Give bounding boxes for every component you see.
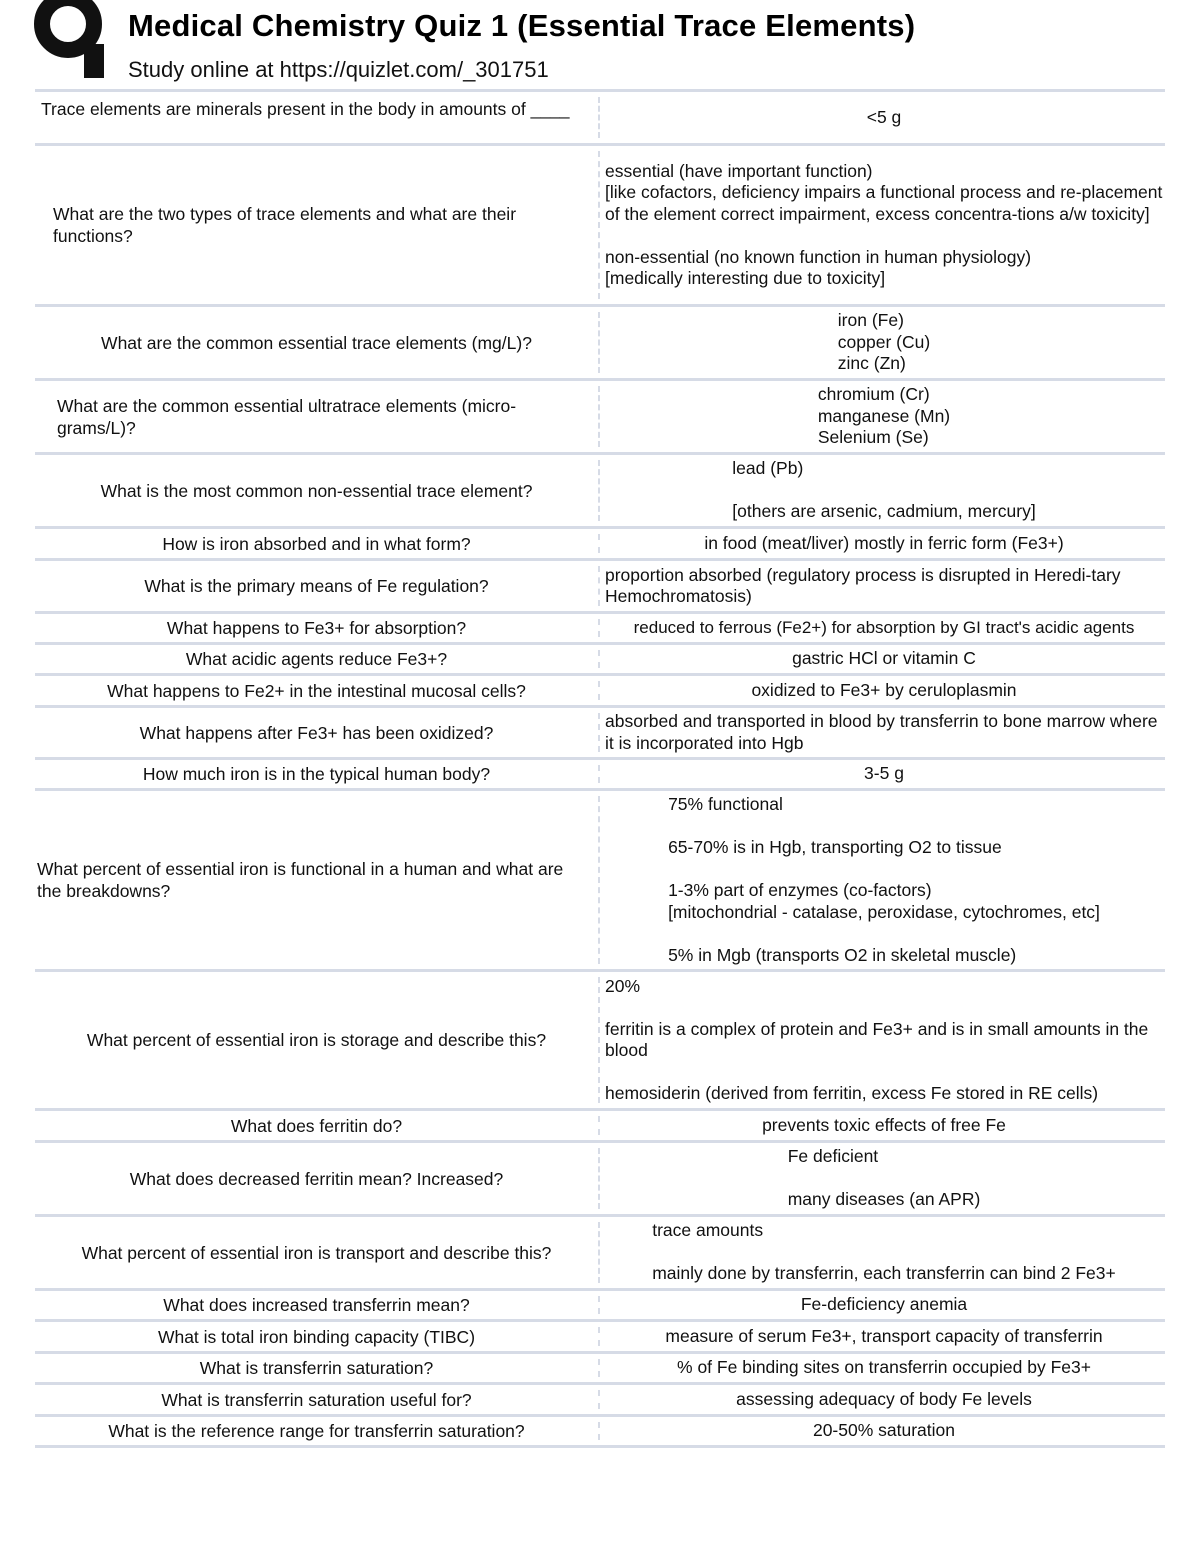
term-text: What does increased transferrin mean?: [163, 1295, 470, 1315]
flashcard-row: [35, 1288, 1165, 1319]
term-text: What is the most common non-essential trace element?: [100, 480, 533, 501]
flashcard-row: [35, 1414, 1165, 1448]
flashcard-row: [35, 1382, 1165, 1414]
definition-text: essential (have important function) [like cofactors, deficiency impairs a functional process and re-placement of the element correct impairment, excess concentra-tions a/w toxicity] non-essential (no known function in human physiology) [medically interesting due to toxicity]: [605, 160, 1163, 288]
definition-text: measure of serum Fe3+, transport capacity of transferrin: [665, 1325, 1103, 1346]
term-text: What percent of essential iron is transport and describe this?: [81, 1242, 552, 1263]
flashcard-row: [35, 558, 1165, 611]
definition-text: in food (meat/liver) mostly in ferric form (Fe3+): [704, 532, 1064, 553]
term-text: What happens to Fe2+ in the intestinal mucosal cells?: [107, 680, 526, 701]
flashcard-row: [35, 1140, 1165, 1214]
flashcard-row: [35, 526, 1165, 558]
flashcard-row: [35, 1214, 1165, 1288]
term-text: What happens to Fe3+ for absorption?: [166, 618, 467, 638]
definition-text: trace amounts mainly done by transferrin, each transferrin can bind 2 Fe3+: [652, 1220, 1116, 1284]
flashcard-row: [35, 1351, 1165, 1382]
flashcard-row: [35, 705, 1165, 757]
definition-text: Fe deficient many diseases (an APR): [787, 1146, 981, 1210]
definition-text: lead (Pb) [others are arsenic, cadmium, mercury]: [732, 458, 1036, 522]
flashcard-row: [35, 611, 1165, 642]
term-text: What is the primary means of Fe regulation?: [144, 576, 489, 596]
term-text: What are the two types of trace elements and what are their functions?: [53, 204, 517, 246]
flashcard-row: [35, 757, 1165, 788]
definition-text: 75% functional 65-70% is in Hgb, transporting O2 to tissue 1-3% part of enzymes (co-factors) [mitochondrial - catalase, peroxidase, cytochromes, etc] 5% in Mgb (transports O2 in skeletal muscle): [668, 794, 1100, 965]
term-text: Trace elements are minerals present in the body in amounts of ____: [41, 99, 570, 119]
quizlet-logo-icon: [34, 0, 106, 83]
definition-text: 20-50% saturation: [812, 1420, 956, 1441]
term-text: What is transferrin saturation?: [199, 1358, 434, 1378]
term-text: What are the common essential ultratrace elements (micro-grams/L)?: [57, 395, 517, 438]
flashcard-row: [35, 788, 1165, 969]
definition-text: assessing adequacy of body Fe levels: [736, 1388, 1032, 1409]
flashcard-row: [35, 89, 1165, 143]
flashcard-row: [35, 378, 1165, 452]
page-header: [0, 0, 1200, 90]
term-text: What is the reference range for transferrin saturation?: [108, 1421, 525, 1441]
flashcard-row: [35, 143, 1165, 304]
definition-text: iron (Fe) copper (Cu) zinc (Zn): [837, 310, 931, 374]
term-text: What does decreased ferritin mean? Increased?: [129, 1168, 504, 1189]
definition-text: <5 g: [866, 106, 902, 127]
definition-text: prevents toxic effects of free Fe: [762, 1114, 1006, 1135]
flashcard-row: [35, 969, 1165, 1108]
definition-text: oxidized to Fe3+ by ceruloplasmin: [751, 679, 1017, 700]
definition-text: proportion absorbed (regulatory process is disrupted in Heredi-tary Hemochromatosis): [605, 564, 1126, 606]
term-text: What does ferritin do?: [230, 1115, 403, 1136]
term-text: What percent of essential iron is functional in a human and what are the breakdowns?: [37, 859, 564, 901]
definition-text: reduced to ferrous (Fe2+) for absorption by GI tract's acidic agents: [633, 618, 1135, 638]
flashcard-row: [35, 1319, 1165, 1351]
definition-text: gastric HCl or vitamin C: [792, 648, 976, 669]
definition-text: chromium (Cr) manganese (Mn) Selenium (Se): [817, 384, 951, 448]
term-text: How much iron is in the typical human body?: [142, 764, 491, 784]
page-title: Medical Chemistry Quiz 1 (Essential Trace Elements): [128, 8, 916, 43]
term-text: What is total iron binding capacity (TIBC): [157, 1326, 476, 1347]
term-text: What happens after Fe3+ has been oxidized?: [139, 722, 494, 743]
term-text: What is transferrin saturation useful for?: [161, 1389, 472, 1410]
flashcard-row: [35, 642, 1165, 673]
term-text: What are the common essential trace elements (mg/L)?: [101, 332, 532, 353]
flashcard-table: [35, 89, 1165, 1448]
flashcard-row: [35, 1108, 1165, 1140]
term-text: How is iron absorbed and in what form?: [162, 533, 471, 554]
term-text: What acidic agents reduce Fe3+?: [185, 649, 448, 669]
definition-text: 20% ferritin is a complex of protein and Fe3+ and is in small amounts in the blood hemosiderin (derived from ferritin, excess Fe stored in RE cells): [605, 975, 1149, 1103]
flashcard-row: [35, 673, 1165, 705]
term-text: What percent of essential iron is storage and describe this?: [86, 1030, 547, 1050]
definition-text: % of Fe binding sites on transferrin occupied by Fe3+: [677, 1357, 1091, 1378]
definition-text: Fe-deficiency anemia: [800, 1294, 968, 1315]
flashcard-row: [35, 452, 1165, 526]
flashcard-row: [35, 304, 1165, 378]
definition-text: absorbed and transported in blood by transferrin to bone marrow where it is incorporated into Hgb: [605, 711, 1163, 753]
definition-text: 3-5 g: [864, 763, 904, 784]
study-link[interactable]: Study online at https://quizlet.com/_301751: [128, 57, 549, 82]
